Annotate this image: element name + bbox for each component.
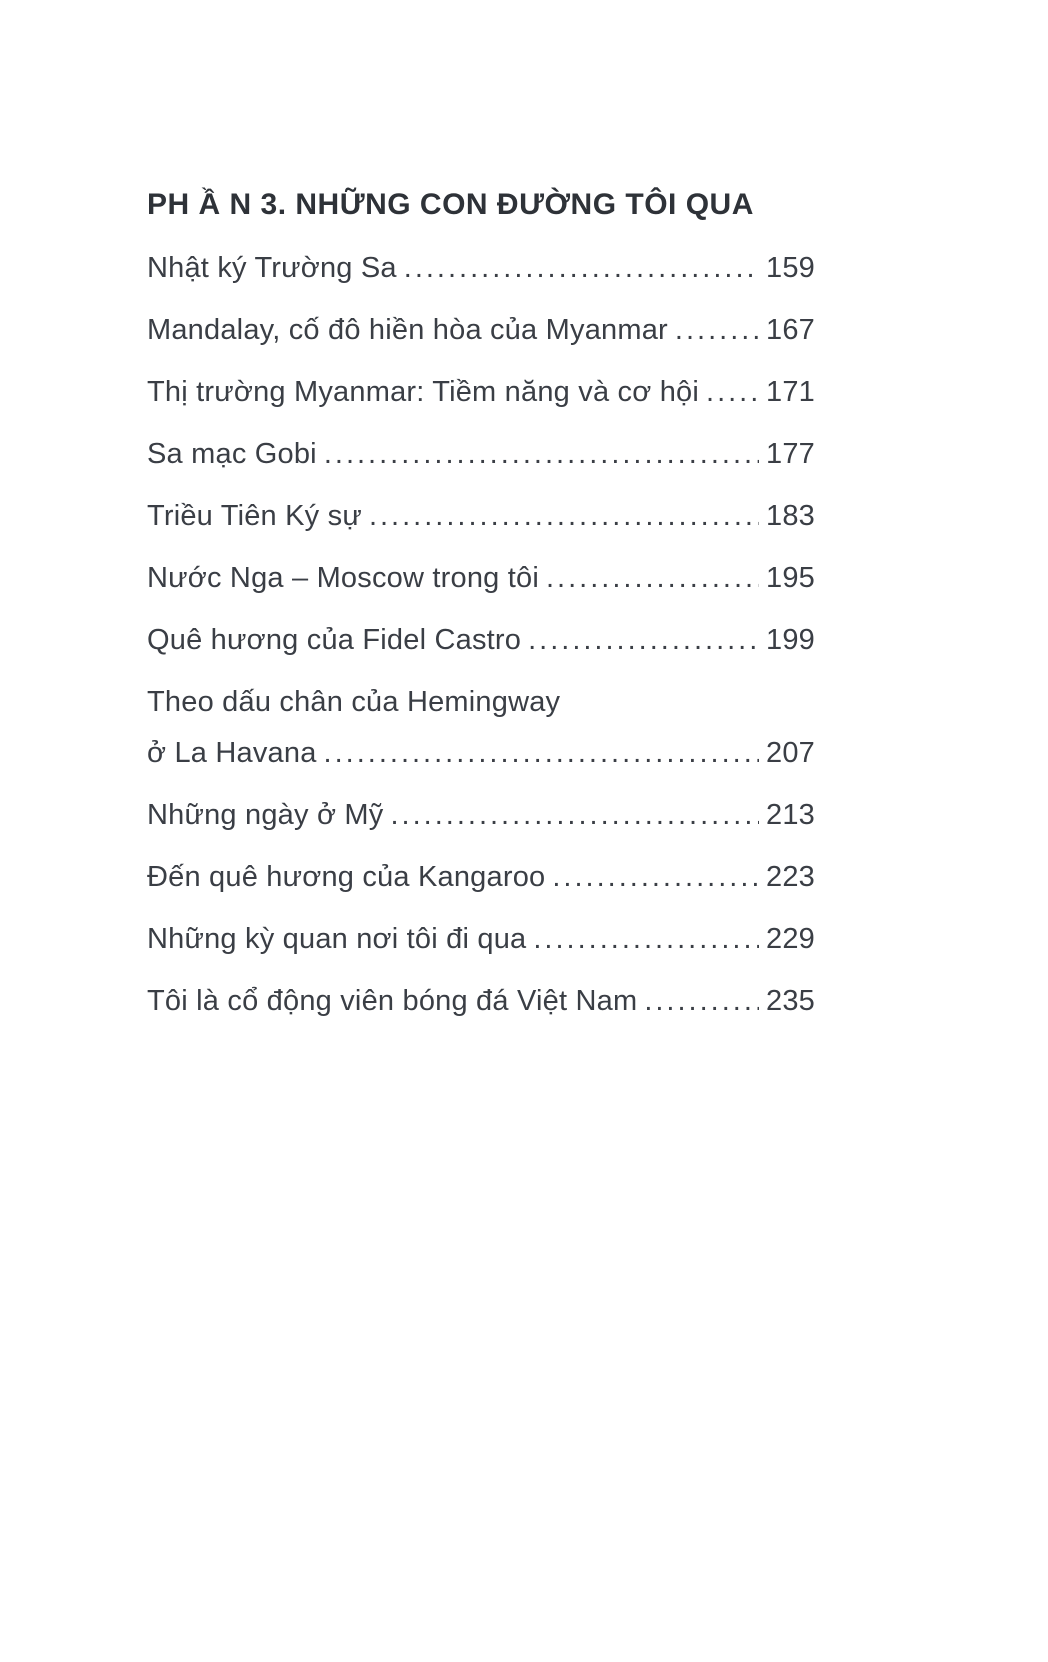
- toc-entry-title: Mandalay, cố đô hiền hòa của Myanmar: [147, 314, 668, 346]
- toc-entry: [147, 252, 815, 284]
- toc-entry-title: ở La Havana: [147, 737, 317, 769]
- toc-entry-title: Nhật ký Trường Sa: [147, 252, 397, 284]
- toc-entry-title: Tôi là cổ động viên bóng đá Việt Nam: [147, 985, 638, 1017]
- dot-leader: [324, 737, 759, 769]
- dot-leader: [404, 252, 759, 284]
- dot-leader: [324, 438, 759, 470]
- toc-entry: [147, 438, 815, 470]
- toc-entry-title: Những ngày ở Mỹ: [147, 799, 384, 831]
- toc-entry-title: Triều Tiên Ký sự: [147, 500, 362, 532]
- toc-entry: [147, 923, 815, 955]
- toc-entry-page-number: 199: [766, 624, 815, 656]
- toc-entry: [147, 624, 815, 656]
- dot-leader: [552, 861, 759, 893]
- toc-entry-page-number: 167: [766, 314, 815, 346]
- toc-entry-page-number: 195: [766, 562, 815, 594]
- toc-entry-page-number: 229: [766, 923, 815, 955]
- toc-entry: [147, 799, 815, 831]
- toc-entry: [147, 985, 815, 1017]
- toc-entry-page-number: 159: [766, 252, 815, 284]
- toc-entry-title: Theo dấu chân của Hemingway: [147, 686, 561, 718]
- dot-leader: [546, 562, 759, 594]
- toc-list: [147, 252, 815, 1017]
- toc-entry-page-number: 207: [766, 737, 815, 769]
- dot-leader: [528, 624, 759, 656]
- toc-entry: [147, 861, 815, 893]
- toc-entry-continuation: [147, 737, 815, 769]
- dot-leader: [390, 799, 759, 831]
- toc-entry-title: Thị trường Myanmar: Tiềm năng và cơ hội: [147, 376, 700, 408]
- section-heading: PH Ầ N 3. NHỮNG CON ĐƯỜNG TÔI QUA: [147, 188, 754, 221]
- toc-entry-title: Sa mạc Gobi: [147, 438, 317, 470]
- toc-entry-page-number: 223: [766, 861, 815, 893]
- toc-entry-title: Những kỳ quan nơi tôi đi qua: [147, 923, 527, 955]
- toc-entry-page-number: 171: [766, 376, 815, 408]
- toc-entry: [147, 562, 815, 594]
- toc-entry: [147, 314, 815, 346]
- toc-entry-title: Đến quê hương của Kangaroo: [147, 861, 546, 893]
- dot-leader: [369, 500, 759, 532]
- toc-entry-title: Nước Nga – Moscow trong tôi: [147, 562, 539, 594]
- toc-entry-page-number: 183: [766, 500, 815, 532]
- toc-entry: [147, 686, 815, 718]
- toc-entry-page-number: 177: [766, 438, 815, 470]
- toc-entry-title: Quê hương của Fidel Castro: [147, 624, 522, 656]
- toc-content: [147, 188, 815, 1017]
- dot-leader: [644, 985, 759, 1017]
- dot-leader: [706, 376, 759, 408]
- toc-entry: [147, 500, 815, 532]
- toc-entry: [147, 376, 815, 408]
- dot-leader: [533, 923, 759, 955]
- dot-leader: [675, 314, 759, 346]
- toc-entry-page-number: 213: [766, 799, 815, 831]
- toc-entry-page-number: 235: [766, 985, 815, 1017]
